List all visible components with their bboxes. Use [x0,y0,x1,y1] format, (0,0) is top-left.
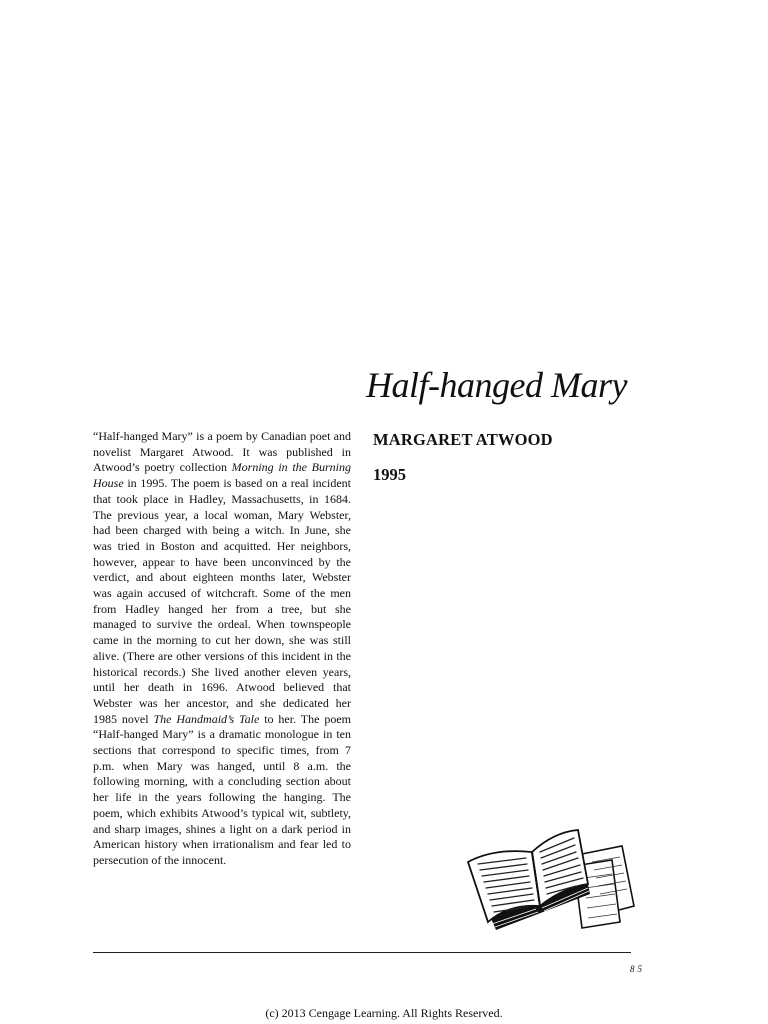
footer-rule [93,952,631,953]
book-title-novel: The Handmaid’s Tale [153,711,260,726]
copyright-notice: (c) 2013 Cengage Learning. All Rights Reserved. [265,1006,503,1020]
intro-text-part-1: “Half-hanged Mary” is a poem by Canadian poet and novelist Margaret Atwood. It was published in Atwood’s poetry collection [93,429,351,475]
page-number: 85 [630,964,645,974]
publication-year: 1995 [373,465,406,484]
intro-text-part-3: to her. The poem “Half-hanged Mary” is a dramatic monologue in ten sections that correspond to specific times, from 7 p.m. when Mary was hanged, until 8 a.m. the following morning, with a concluding section about her life in the years following the hanging. The poem, which exhibits Atwood’s typical wit, subtlety, and sharp images, shines a light on a dark period in American history when irrationalism and fear led to persecution of the innocent. [93,711,351,867]
author-name: MARGARET ATWOOD [373,430,553,449]
open-book-icon [462,822,638,938]
article-title: Half-hanged Mary [366,365,627,405]
intro-text-part-2: in 1995. The poem is based on a real incident that took place in Hadley, Massachusetts, in 1684. The previous year, a local woman, Mary Webster, had been charged with being a witch. In June, she was tried in Boston and acquitted. Her neighbors, however, appear to have been unconvinced by the verdict, and about eighteen months later, Webster was again accused of witchcraft. Some of the men from Hadley hanged her from a tree, but she managed to survive the ordeal. When townspeople came in the morning to cut her down, she was still alive. (There are other versions of this incident in the historical records.) She lived another eleven years, until her death in 1696. Atwood believed that Webster was her ancestor, and she dedicated her 1985 novel [93,476,351,726]
book-title-collection: Morning in the Burning House [93,460,351,491]
intro-paragraph [93,429,351,869]
